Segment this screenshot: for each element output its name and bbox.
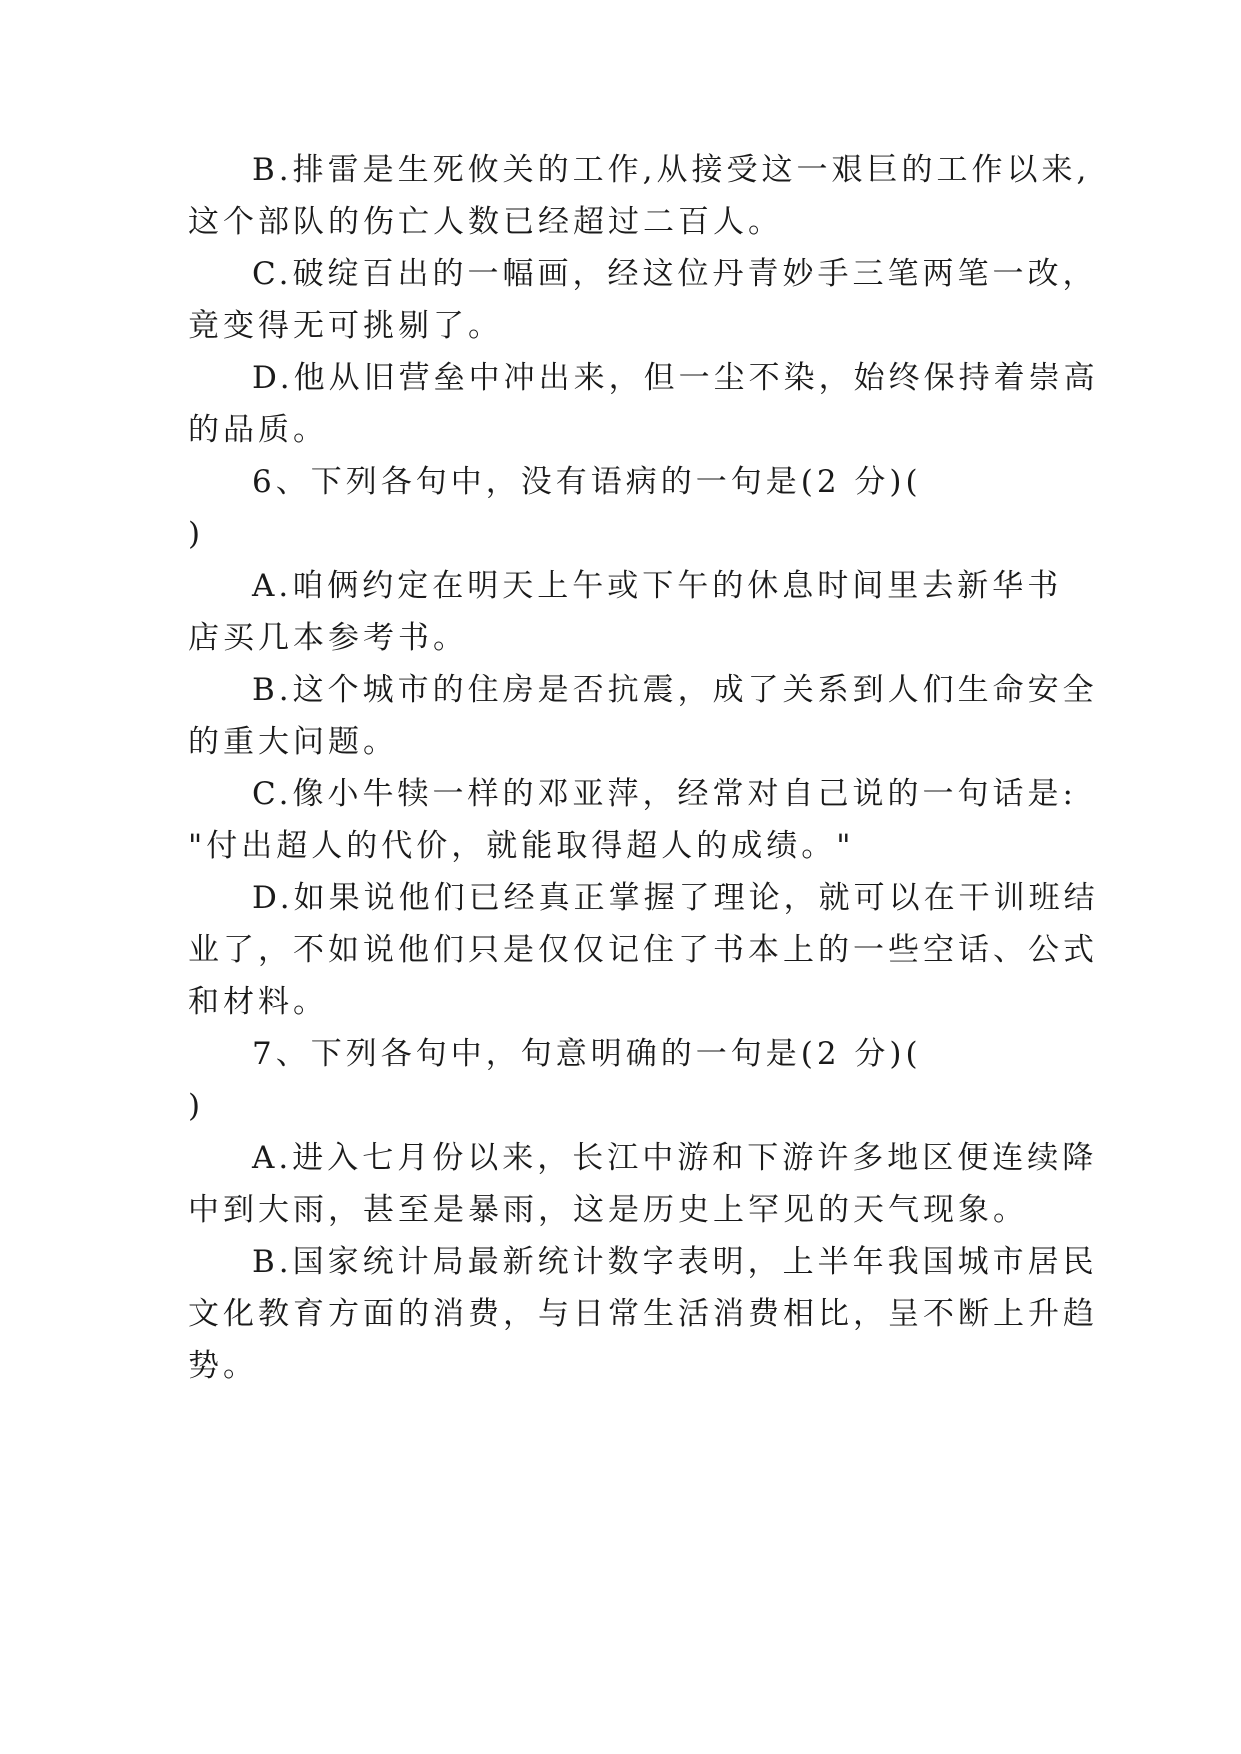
option-d-line-1: D.他从旧营垒中冲出来，但一尘不染，始终保持着崇高 <box>252 360 1099 396</box>
q7-option-b-line-3: 势。 <box>188 1348 258 1384</box>
option-b-line-2: 这个部队的伤亡人数已经超过二百人。 <box>188 204 783 240</box>
option-d-line-2: 的品质。 <box>188 412 328 448</box>
question-6-paren: ) <box>188 516 205 552</box>
q6-option-b-line-1: B.这个城市的住房是否抗震，成了关系到人们生命安全 <box>252 672 1098 708</box>
option-c-line-2: 竟变得无可挑剔了。 <box>188 308 503 344</box>
q6-option-c-line-1: C.像小牛犊一样的邓亚萍，经常对自己说的一句话是: <box>252 776 1077 812</box>
question-6-stem: 6、下列各句中，没有语病的一句是(2 分)( <box>252 464 922 500</box>
question-7-stem: 7、下列各句中，句意明确的一句是(2 分)( <box>252 1036 922 1072</box>
question-7-paren: ) <box>188 1088 205 1124</box>
q7-option-b-line-2: 文化教育方面的消费，与日常生活消费相比，呈不断上升趋 <box>188 1296 1098 1332</box>
option-c-line-1: C.破绽百出的一幅画，经这位丹青妙手三笔两笔一改， <box>252 256 1098 292</box>
q6-option-d-line-3: 和材料。 <box>188 984 328 1020</box>
q6-option-d-line-1: D.如果说他们已经真正掌握了理论，就可以在干训班结 <box>252 880 1099 916</box>
q6-option-d-line-2: 业了，不如说他们只是仅仅记住了书本上的一些空话、公式 <box>188 932 1098 968</box>
q7-option-a-line-2: 中到大雨，甚至是暴雨，这是历史上罕见的天气现象。 <box>188 1192 1028 1228</box>
q6-option-a-line-1: A.咱俩约定在明天上午或下午的休息时间里去新华书 <box>252 568 1063 604</box>
option-b-line-1: B.排雷是生死攸关的工作,从接受这一艰巨的工作以来, <box>252 152 1091 188</box>
q6-option-a-line-2: 店买几本参考书。 <box>188 620 468 656</box>
q6-option-c-line-2: "付出超人的代价，就能取得超人的成绩。" <box>188 828 855 864</box>
q7-option-b-line-1: B.国家统计局最新统计数字表明，上半年我国城市居民 <box>252 1244 1098 1280</box>
q7-option-a-line-1: A.进入七月份以来，长江中游和下游许多地区便连续降 <box>252 1140 1098 1176</box>
q6-option-b-line-2: 的重大问题。 <box>188 724 398 760</box>
